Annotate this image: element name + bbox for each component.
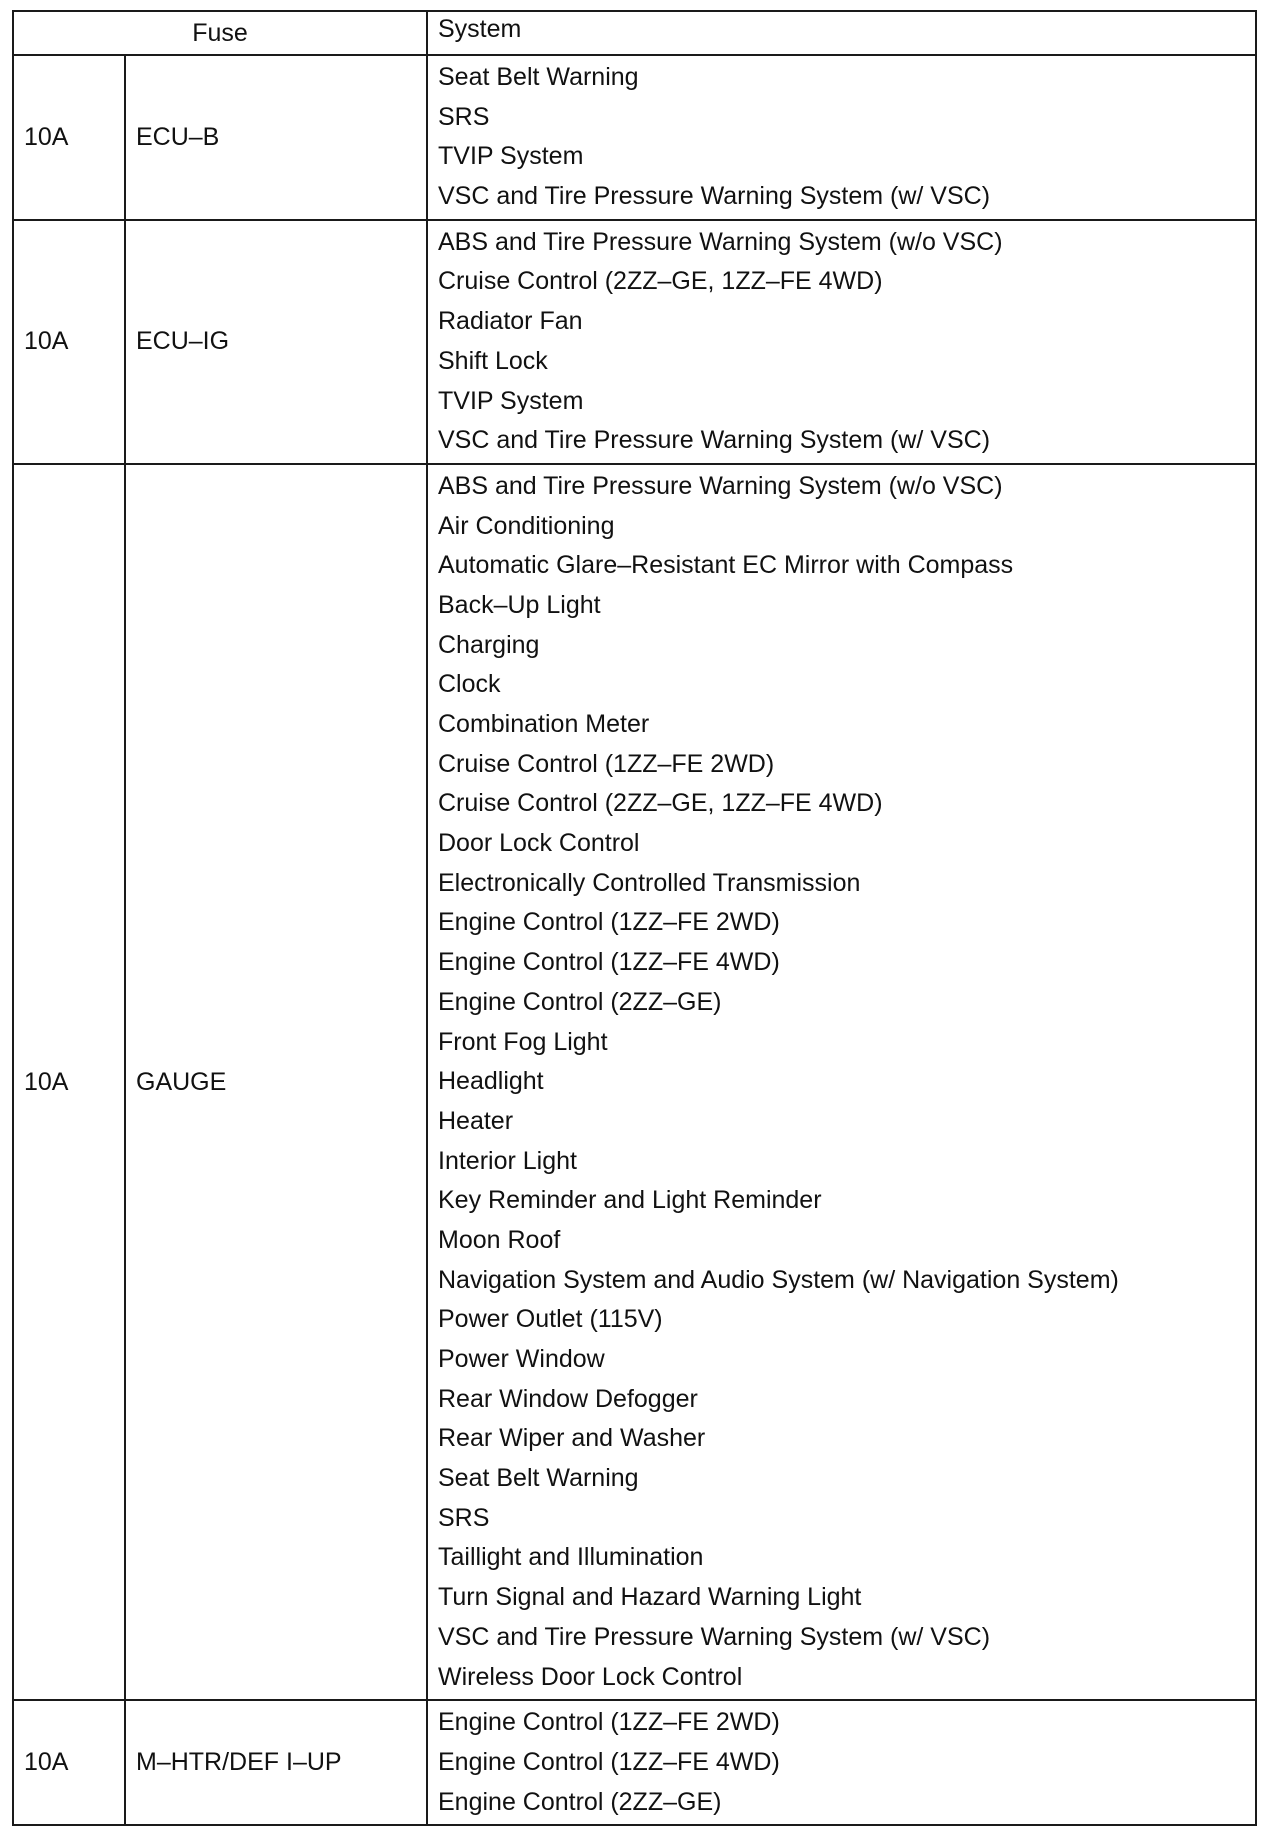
system-item: Turn Signal and Hazard Warning Light bbox=[438, 1583, 862, 1612]
system-list bbox=[438, 465, 1255, 1699]
fuse-system-table bbox=[12, 10, 1257, 1826]
system-item: Taillight and Illumination bbox=[438, 1543, 704, 1572]
system-item: ABS and Tire Pressure Warning System (w/o VSC) bbox=[438, 227, 1003, 256]
system-item: Moon Roof bbox=[438, 1225, 561, 1254]
system-item: Electronically Controlled Transmission bbox=[438, 868, 861, 897]
system-item: VSC and Tire Pressure Warning System (w/ VSC) bbox=[438, 426, 991, 455]
system-item: Air Conditioning bbox=[438, 511, 615, 540]
fuse-column-header: Fuse bbox=[13, 11, 427, 55]
table-row bbox=[13, 1700, 1256, 1825]
system-item: Cruise Control (2ZZ–GE, 1ZZ–FE 4WD) bbox=[438, 789, 883, 818]
system-item: Rear Wiper and Washer bbox=[438, 1424, 706, 1453]
system-list-cell bbox=[427, 464, 1256, 1700]
system-item: Clock bbox=[438, 670, 501, 699]
system-item: Key Reminder and Light Reminder bbox=[438, 1186, 822, 1215]
system-item: Seat Belt Warning bbox=[438, 63, 639, 91]
system-item: Engine Control (1ZZ–FE 2WD) bbox=[438, 908, 780, 937]
system-item: ABS and Tire Pressure Warning System (w/o VSC) bbox=[438, 471, 1003, 500]
system-list-cell bbox=[427, 1700, 1256, 1825]
system-list bbox=[438, 56, 1255, 219]
table-row bbox=[13, 464, 1256, 1700]
system-item: Rear Window Defogger bbox=[438, 1384, 698, 1413]
system-item: Heater bbox=[438, 1106, 514, 1135]
system-item: Headlight bbox=[438, 1067, 544, 1096]
system-item: Engine Control (2ZZ–GE) bbox=[438, 987, 722, 1016]
table-row bbox=[13, 220, 1256, 464]
fuse-amperage: 10A bbox=[13, 1700, 125, 1825]
system-item: Engine Control (1ZZ–FE 4WD) bbox=[438, 1747, 780, 1776]
system-item: Power Window bbox=[438, 1345, 605, 1373]
system-list-cell bbox=[427, 220, 1256, 464]
system-list bbox=[438, 221, 1255, 463]
fuse-amperage: 10A bbox=[13, 55, 125, 220]
system-item: Engine Control (1ZZ–FE 2WD) bbox=[438, 1708, 780, 1737]
system-item: SRS bbox=[438, 102, 490, 131]
system-column-header: System bbox=[427, 11, 1256, 55]
system-item: Cruise Control (2ZZ–GE, 1ZZ–FE 4WD) bbox=[438, 267, 883, 296]
system-item: Back–Up Light bbox=[438, 590, 601, 619]
system-item: Engine Control (1ZZ–FE 4WD) bbox=[438, 948, 780, 977]
system-list-cell bbox=[427, 55, 1256, 220]
table-row bbox=[13, 55, 1256, 220]
system-item: Cruise Control (1ZZ–FE 2WD) bbox=[438, 749, 775, 778]
system-item: Wireless Door Lock Control bbox=[438, 1662, 743, 1691]
system-item: Seat Belt Warning bbox=[438, 1464, 639, 1493]
system-item: VSC and Tire Pressure Warning System (w/ VSC) bbox=[438, 1622, 991, 1651]
table-body bbox=[13, 55, 1256, 1825]
fuse-amperage: 10A bbox=[13, 220, 125, 464]
system-item: Radiator Fan bbox=[438, 307, 583, 336]
system-item: Shift Lock bbox=[438, 346, 548, 375]
system-item: TVIP System bbox=[438, 386, 584, 415]
system-item: Power Outlet (115V) bbox=[438, 1305, 663, 1334]
fuse-amperage: 10A bbox=[13, 464, 125, 1700]
table-header bbox=[13, 11, 1256, 55]
system-item: Combination Meter bbox=[438, 710, 650, 738]
system-item: VSC and Tire Pressure Warning System (w/ VSC) bbox=[438, 182, 991, 211]
fuse-name: ECU–IG bbox=[125, 220, 427, 464]
fuse-name: GAUGE bbox=[125, 464, 427, 1700]
system-item: SRS bbox=[438, 1503, 490, 1532]
system-item: Engine Control (2ZZ–GE) bbox=[438, 1787, 722, 1816]
system-item: Front Fog Light bbox=[438, 1027, 608, 1056]
fuse-name: ECU–B bbox=[125, 55, 427, 220]
system-list bbox=[438, 1701, 1255, 1824]
system-item: Door Lock Control bbox=[438, 829, 640, 858]
system-item: Automatic Glare–Resistant EC Mirror with Compass bbox=[438, 551, 1014, 580]
system-item: Charging bbox=[438, 630, 540, 659]
system-item: Interior Light bbox=[438, 1146, 577, 1175]
system-item: Navigation System and Audio System (w/ Navigation System) bbox=[438, 1265, 1119, 1294]
system-item: TVIP System bbox=[438, 142, 584, 171]
fuse-name: M–HTR/DEF I–UP bbox=[125, 1700, 427, 1825]
header-row bbox=[13, 11, 1256, 55]
